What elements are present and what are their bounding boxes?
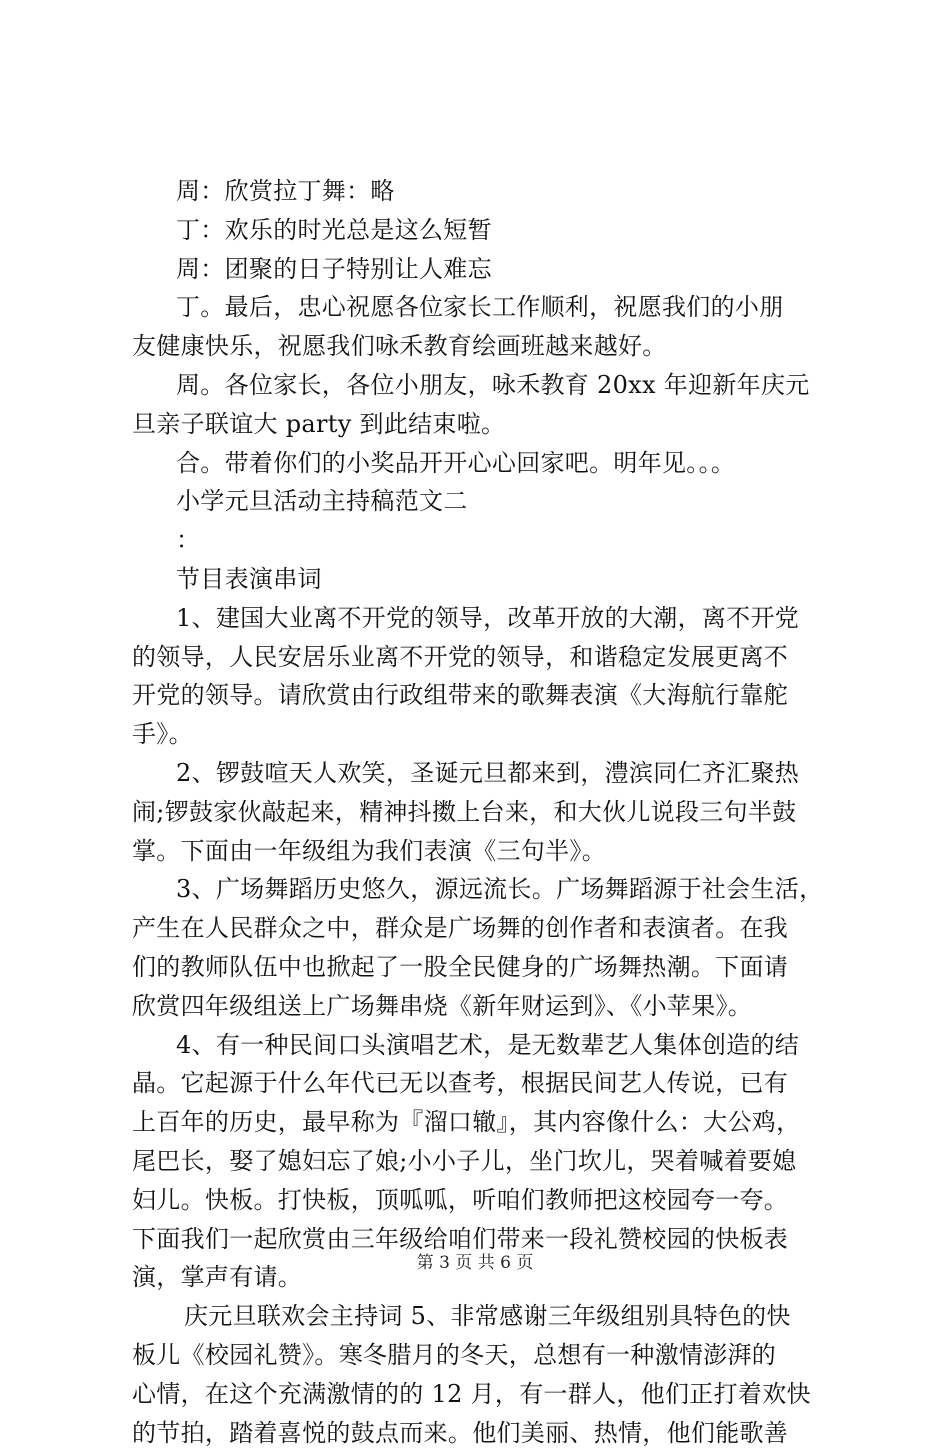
text-line: 晶。它起源于什么年代已无以查考，根据民间艺人传说，已有 xyxy=(132,1064,832,1103)
text-line: 旦亲子联谊大 party 到此结束啦。 xyxy=(132,405,832,444)
text-line: 妇儿。快板。打快板，顶呱呱，听咱们教师把这校园夸一夸。 xyxy=(132,1181,832,1220)
text-line: 丁：欢乐的时光总是这么短暂 xyxy=(132,211,832,250)
text-line: 开党的领导。请欣赏由行政组带来的歌舞表演《大海航行靠舵 xyxy=(132,676,832,715)
text-line: 心情，在这个充满激情的的 12 月，有一群人，他们正打着欢快 xyxy=(132,1375,832,1414)
text-line: 的节拍，踏着喜悦的鼓点而来。他们美丽、热情，他们能歌善 xyxy=(132,1414,832,1452)
text-line: 友健康快乐，祝愿我们咏禾教育绘画班越来越好。 xyxy=(132,327,832,366)
text-line: 2、锣鼓喧天人欢笑，圣诞元旦都来到，澧滨同仁齐汇聚热 xyxy=(132,754,832,793)
text-line: 欣赏四年级组送上广场舞串烧《新年财运到》、《小苹果》。 xyxy=(132,987,832,1026)
text-line: ： xyxy=(132,521,832,560)
text-line: 庆元旦联欢会主持词 5、非常感谢三年级组别具特色的快 xyxy=(132,1297,832,1336)
text-line: 小学元旦活动主持稿范文二 xyxy=(132,482,832,521)
text-line: 的领导，人民安居乐业离不开党的领导，和谐稳定发展更离不 xyxy=(132,638,832,677)
text-line: 周。各位家长，各位小朋友，咏禾教育 20xx 年迎新年庆元 xyxy=(132,366,832,405)
text-line: 们的教师队伍中也掀起了一股全民健身的广场舞热潮。下面请 xyxy=(132,948,832,987)
text-line: 节目表演串词 xyxy=(132,560,832,599)
text-line: 产生在人民群众之中，群众是广场舞的创作者和表演者。在我 xyxy=(132,909,832,948)
text-line: 闹;锣鼓家伙敲起来，精神抖擞上台来，和大伙儿说段三句半鼓 xyxy=(132,793,832,832)
text-line: 周：欣赏拉丁舞：略 xyxy=(132,172,832,211)
text-line: 板儿《校园礼赞》。寒冬腊月的冬天，总想有一种激情澎湃的 xyxy=(132,1336,832,1375)
text-line: 4、有一种民间口头演唱艺术，是无数辈艺人集体创造的结 xyxy=(132,1026,832,1065)
text-line: 演，掌声有请。 xyxy=(132,1258,832,1297)
text-line: 下面我们一起欣赏由三年级给咱们带来一段礼赞校园的快板表 xyxy=(132,1220,832,1259)
page-footer: 第 3 页 共 6 页 xyxy=(0,1248,950,1273)
text-line: 手》。 xyxy=(132,715,832,754)
text-line: 3、广场舞蹈历史悠久，源远流长。广场舞蹈源于社会生活， xyxy=(132,870,832,909)
text-line: 1、建国大业离不开党的领导，改革开放的大潮，离不开党 xyxy=(132,599,832,638)
text-line: 掌。下面由一年级组为我们表演《三句半》。 xyxy=(132,832,832,871)
text-line: 尾巴长，娶了媳妇忘了娘;小小子儿，坐门坎儿，哭着喊着要媳 xyxy=(132,1142,832,1181)
text-line: 合。带着你们的小奖品开开心心回家吧。明年见。。。 xyxy=(132,444,832,483)
text-line: 丁。最后，忠心祝愿各位家长工作顺利，祝愿我们的小朋 xyxy=(132,288,832,327)
text-line: 周：团聚的日子特别让人难忘 xyxy=(132,250,832,289)
text-line: 上百年的历史，最早称为『溜口辙』，其内容像什么：大公鸡， xyxy=(132,1103,832,1142)
